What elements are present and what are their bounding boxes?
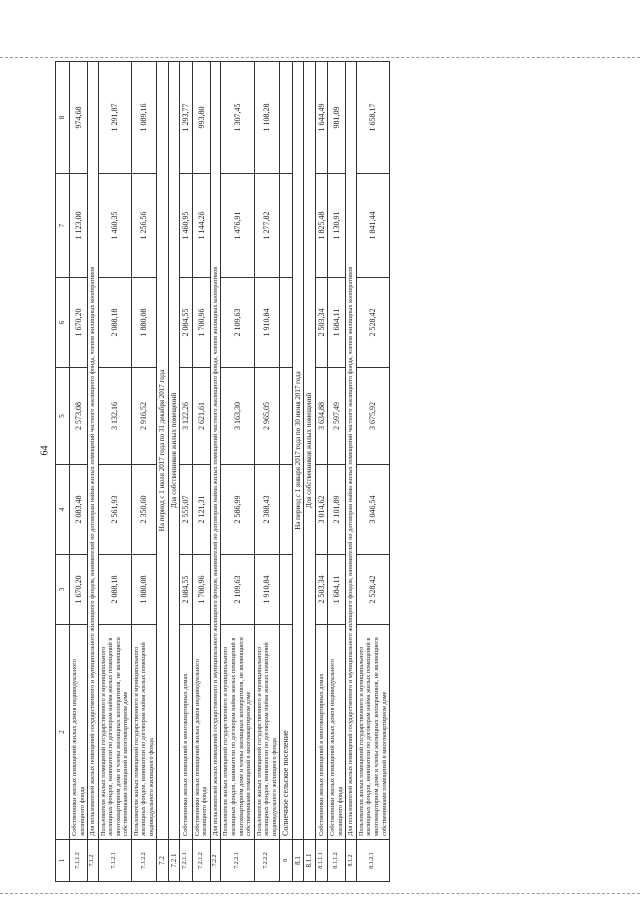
value-cell: 2 555,07 <box>180 465 193 555</box>
row-number: 7.1.2.2 <box>131 840 157 882</box>
value-cell: 1 841,44 <box>356 174 389 278</box>
period-title: Для собственников жилых помещений <box>304 62 315 840</box>
value-cell: 1 130,91 <box>328 174 346 278</box>
value-cell: 3 634,88 <box>315 368 328 465</box>
group-title: Для пользователей жилых помещений государственного и муниципального жилищного фондов, нанимателей по договорам найма жилых помещений частного жилищного фонда, членов жилищных кооперативов <box>88 62 99 840</box>
column-number: 3 <box>56 555 70 625</box>
table-row <box>356 62 389 882</box>
value-cell: 2 109,63 <box>221 555 254 625</box>
row-number: 8.1.1.1 <box>315 840 328 882</box>
group-title: Для пользователей жилых помещений государственного и муниципального жилищного фондов, нанимателей по договорам найма жилых помещений частного жилищного фонда, членов жилищных кооперативов <box>210 62 221 840</box>
value-cell: 1 700,96 <box>192 278 210 368</box>
empty-cell <box>280 278 293 368</box>
value-cell: 1 880,08 <box>131 278 157 368</box>
value-cell: 2 573,08 <box>70 368 88 465</box>
value-cell: 1 476,91 <box>221 174 254 278</box>
table-row <box>98 62 131 882</box>
row-number: 8.1.2 <box>346 840 357 882</box>
value-cell: 981,09 <box>328 62 346 174</box>
empty-cell <box>280 368 293 465</box>
row-number: 7.2.2.2 <box>254 840 280 882</box>
value-cell: 2 084,55 <box>180 555 193 625</box>
table-row <box>70 62 88 882</box>
row-description: Собственники жилых помещений жилых домов индивидуального жилищного фонда <box>192 625 210 840</box>
scan-dash-line-bottom <box>0 893 640 894</box>
row-number: 7.2.1 <box>168 840 179 882</box>
value-cell: 2 586,99 <box>221 465 254 555</box>
value-cell: 974,68 <box>70 62 88 174</box>
value-cell: 3 014,62 <box>315 465 328 555</box>
row-number: 8.1.1.2 <box>328 840 346 882</box>
page-number: 64 <box>39 445 51 456</box>
value-cell: 1 256,56 <box>131 174 157 278</box>
row-number: 7.2.2 <box>210 840 221 882</box>
tariff-table <box>55 61 390 882</box>
row-number: 8.1 <box>292 840 303 882</box>
table-row <box>346 62 357 882</box>
column-number-header-row <box>56 62 70 882</box>
row-description: Пользователи жилых помещений государственного и муниципального жилищных фондов, наниматели по договорам найма жилых помещений в многоквартирном доме и члены жилищных кооперативов, не являющиеся собственниками помещений в многоквартирном доме <box>98 625 131 840</box>
value-cell: 1 670,20 <box>70 278 88 368</box>
table-row <box>292 62 303 882</box>
value-cell: 3 675,92 <box>356 368 389 465</box>
row-number: 7.1.2 <box>88 840 99 882</box>
value-cell: 1 684,11 <box>328 278 346 368</box>
empty-cell <box>280 62 293 174</box>
value-cell: 2 503,34 <box>315 278 328 368</box>
value-cell: 2 503,34 <box>315 555 328 625</box>
value-cell: 2 916,52 <box>131 368 157 465</box>
row-number: 8 <box>280 840 293 882</box>
value-cell: 2 561,93 <box>98 465 131 555</box>
value-cell: 2 109,63 <box>221 278 254 368</box>
value-cell: 2 388,43 <box>254 465 280 555</box>
scan-dash-line-top <box>0 57 640 58</box>
value-cell: 3 163,30 <box>221 368 254 465</box>
value-cell: 1 700,96 <box>192 555 210 625</box>
value-cell: 993,80 <box>192 62 210 174</box>
value-cell: 1 089,16 <box>131 62 157 174</box>
value-cell: 2 121,31 <box>192 465 210 555</box>
table-row <box>131 62 157 882</box>
value-cell: 1 910,84 <box>254 555 280 625</box>
row-number: 8.1.2.1 <box>356 840 389 882</box>
table-row <box>168 62 179 882</box>
value-cell: 1 460,35 <box>98 174 131 278</box>
table-row <box>157 62 168 882</box>
row-description: Пользователи жилых помещений государственного и муниципального жилищных фондов, наниматели по договорам найма жилых помещений в многоквартирном доме и члены жилищных кооперативов, не являющиеся собственниками помещений в многоквартирном доме <box>356 625 389 840</box>
row-number: 7.2.1.1 <box>180 840 193 882</box>
row-description: Собственники жилых помещений в многоквартирных домах <box>180 625 193 840</box>
value-cell: 1 293,77 <box>180 62 193 174</box>
value-cell: 1 123,00 <box>70 174 88 278</box>
row-description: Пользователи жилых помещений государственного и муниципального жилищных фондов, наниматели по договорам найма жилых помещений индивидуального жилищного фонда <box>254 625 280 840</box>
value-cell: 2 088,18 <box>98 278 131 368</box>
row-description: Собственники жилых помещений жилых домов индивидуального жилищного фонда <box>328 625 346 840</box>
column-number: 2 <box>56 625 70 840</box>
table-row <box>210 62 221 882</box>
value-cell: 1 658,17 <box>356 62 389 174</box>
value-cell: 2 101,89 <box>328 465 346 555</box>
period-title: На период с 1 июля 2017 года по 31 декабря 2017 года <box>157 62 168 840</box>
row-number: 7.1.1.2 <box>70 840 88 882</box>
column-number: 1 <box>56 840 70 882</box>
period-title: Для собственников жилых помещений <box>168 62 179 840</box>
value-cell: 2 965,05 <box>254 368 280 465</box>
value-cell: 2 350,60 <box>131 465 157 555</box>
value-cell: 2 528,42 <box>356 555 389 625</box>
value-cell: 1 460,95 <box>180 174 193 278</box>
value-cell: 1 144,26 <box>192 174 210 278</box>
value-cell: 3 046,54 <box>356 465 389 555</box>
value-cell: 1 910,84 <box>254 278 280 368</box>
value-cell: 1 644,49 <box>315 62 328 174</box>
column-number: 6 <box>56 278 70 368</box>
rotated-table-wrapper <box>55 62 585 882</box>
value-cell: 1 670,20 <box>70 555 88 625</box>
value-cell: 1 880,08 <box>131 555 157 625</box>
column-number: 8 <box>56 62 70 174</box>
value-cell: 2 597,49 <box>328 368 346 465</box>
value-cell: 2 084,55 <box>180 278 193 368</box>
row-description: Собственники жилых помещений в многоквартирных домах <box>315 625 328 840</box>
row-number: 7.2.2.1 <box>221 840 254 882</box>
row-number: 7.1.2.1 <box>98 840 131 882</box>
table-row <box>280 62 293 882</box>
table-row <box>88 62 99 882</box>
row-description: Пользователи жилых помещений государственного и муниципального жилищных фондов, наниматели по договорам найма жилых помещений в многоквартирном доме и члены жилищных кооперативов, не являющиеся собственниками помещений в многоквартирном доме <box>221 625 254 840</box>
table-row <box>304 62 315 882</box>
value-cell: 1 108,28 <box>254 62 280 174</box>
row-number: 7.2 <box>157 840 168 882</box>
row-number: 7.2.1.2 <box>192 840 210 882</box>
value-cell: 3 132,16 <box>98 368 131 465</box>
table-row <box>180 62 193 882</box>
tariff-table-body <box>56 62 390 882</box>
value-cell: 3 122,26 <box>180 368 193 465</box>
column-number: 5 <box>56 368 70 465</box>
value-cell: 2 083,48 <box>70 465 88 555</box>
column-number: 4 <box>56 465 70 555</box>
table-row <box>328 62 346 882</box>
value-cell: 1 825,48 <box>315 174 328 278</box>
table-row <box>221 62 254 882</box>
empty-cell <box>280 174 293 278</box>
value-cell: 1 291,87 <box>98 62 131 174</box>
table-row <box>192 62 210 882</box>
row-description: Собственники жилых помещений жилых домов индивидуального жилищного фонда <box>70 625 88 840</box>
column-number: 7 <box>56 174 70 278</box>
value-cell: 1 307,45 <box>221 62 254 174</box>
group-title: Для пользователей жилых помещений государственного и муниципального жилищного фондов, нанимателей по договорам найма жилых помещений частного жилищного фонда, членов жилищных кооперативов <box>346 62 357 840</box>
period-title: На период с 1 января 2017 года по 30 июня 2017 года <box>292 62 303 840</box>
value-cell: 2 088,18 <box>98 555 131 625</box>
value-cell: 1 684,11 <box>328 555 346 625</box>
table-row <box>254 62 280 882</box>
empty-cell <box>280 555 293 625</box>
empty-cell <box>280 465 293 555</box>
value-cell: 2 621,61 <box>192 368 210 465</box>
value-cell: 2 528,42 <box>356 278 389 368</box>
row-description: Пользователи жилых помещений государственного и муниципального жилищных фондов, наниматели по договорам найма жилых помещений индивидуального жилищного фонда <box>131 625 157 840</box>
table-row <box>315 62 328 882</box>
section-title: Солнечное сельское поселение <box>280 625 293 840</box>
value-cell: 1 277,82 <box>254 174 280 278</box>
row-number: 8.1.1 <box>304 840 315 882</box>
